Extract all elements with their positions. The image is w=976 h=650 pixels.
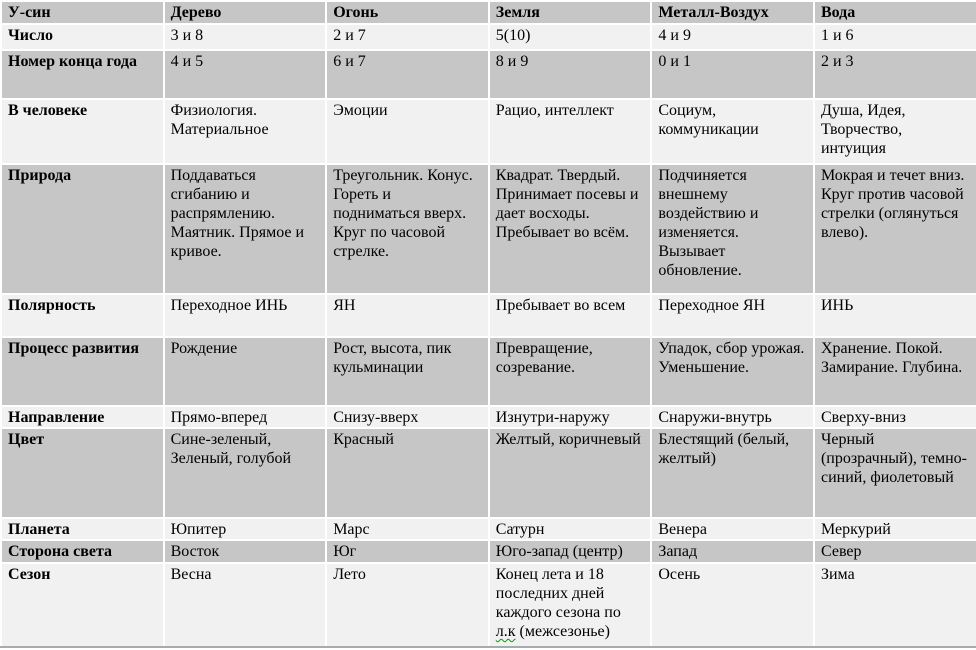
table-cell: Юг [326,540,489,563]
column-header: Земля [489,1,652,24]
table-cell: Душа, Идея, Творчество, интуиция [814,99,976,164]
corner-header: У-син [1,1,164,24]
table-cell: Юпитер [164,518,327,540]
table-cell: Физиология. Материальное [164,99,327,164]
table-header [1,1,976,24]
table-cell: 2 и 7 [326,24,489,50]
table-row [1,50,976,99]
table-cell: Зима [814,563,976,648]
table-cell: Социум, коммуникации [651,99,814,164]
spellcheck-word: л.к [495,623,516,640]
table-cell: Пребывает во всем [489,294,652,337]
table-cell: Север [814,540,976,563]
table-cell: Хранение. Покой. Замирание. Глубина. [814,337,976,406]
column-header: Металл-Воздух [651,1,814,24]
row-label: Направление [1,406,164,428]
table-cell: Превращение, созревание. [489,337,652,406]
table-cell: Упадок, сбор урожая. Уменьшение. [651,337,814,406]
column-header: Вода [814,1,976,24]
row-label: Сторона света [1,540,164,563]
table-cell: Красный [326,428,489,518]
table-cell: 4 и 5 [164,50,327,99]
table-cell: Снизу-вверх [326,406,489,428]
header-row [1,1,976,24]
table-cell: Лето [326,563,489,648]
table-row [1,563,976,648]
table-cell: ИНЬ [814,294,976,337]
table-cell: Сине-зеленый, Зеленый, голубой [164,428,327,518]
table-cell: Изнутри-наружу [489,406,652,428]
table-cell: Конец лета и 18 последних дней каждого сезона по л.к (межсезонье) [489,563,652,648]
table-row [1,294,976,337]
table-cell: 4 и 9 [651,24,814,50]
table-bottom-edge [0,646,976,648]
table-cell: 8 и 9 [489,50,652,99]
row-label: Процесс развития [1,337,164,406]
row-label: Цвет [1,428,164,518]
table-row [1,518,976,540]
table-cell: Поддаваться сгибанию и распрямлению. Маятник. Прямое и кривое. [164,164,327,294]
table-cell: Весна [164,563,327,648]
table-cell: Черный (прозрачный), темно-синий, фиолетовый [814,428,976,518]
table-row [1,99,976,164]
table-row [1,428,976,518]
table-cell: ЯН [326,294,489,337]
table-cell: Подчиняется внешнему воздействию и изменяется. Вызывает обновление. [651,164,814,294]
row-label: Сезон [1,563,164,648]
column-header: Дерево [164,1,327,24]
table-cell: Рождение [164,337,327,406]
row-label: Природа [1,164,164,294]
table-cell: Желтый, коричневый [489,428,652,518]
table-cell: Квадрат. Твердый. Принимает посевы и дает восходы. Пребывает во всём. [489,164,652,294]
row-label: Полярность [1,294,164,337]
table-cell: Осень [651,563,814,648]
table-cell: 6 и 7 [326,50,489,99]
table-cell: 2 и 3 [814,50,976,99]
table-cell: Переходное ИНЬ [164,294,327,337]
table-cell: Юго-запад (центр) [489,540,652,563]
table-cell: Сатурн [489,518,652,540]
table-cell: Рост, высота, пик кульминации [326,337,489,406]
table-cell: Сверху-вниз [814,406,976,428]
table-cell: Переходное ЯН [651,294,814,337]
table-cell: Марс [326,518,489,540]
row-label: Планета [1,518,164,540]
table-row [1,337,976,406]
table-cell: 1 и 6 [814,24,976,50]
row-label: В человеке [1,99,164,164]
table-cell: 0 и 1 [651,50,814,99]
table-row [1,540,976,563]
table-cell: Блестящий (белый, желтый) [651,428,814,518]
table-cell: Треугольник. Конус. Гореть и подниматься вверх. Круг по часовой стрелке. [326,164,489,294]
table-cell: Венера [651,518,814,540]
row-label: Число [1,24,164,50]
table-cell: Мокрая и течет вниз. Круг против часовой стрелки (оглянуться влево). [814,164,976,294]
table-row [1,24,976,50]
table-body [1,24,976,648]
table-cell: 5(10) [489,24,652,50]
table-cell: Рацио, интеллект [489,99,652,164]
table-cell: Эмоции [326,99,489,164]
table-row [1,164,976,294]
row-label: Номер конца года [1,50,164,99]
table-cell: Снаружи-внутрь [651,406,814,428]
table-cell: Запад [651,540,814,563]
table-cell: 3 и 8 [164,24,327,50]
table-row [1,406,976,428]
table-cell: Восток [164,540,327,563]
column-header: Огонь [326,1,489,24]
table-cell: Прямо-вперед [164,406,327,428]
table-cell: Меркурий [814,518,976,540]
